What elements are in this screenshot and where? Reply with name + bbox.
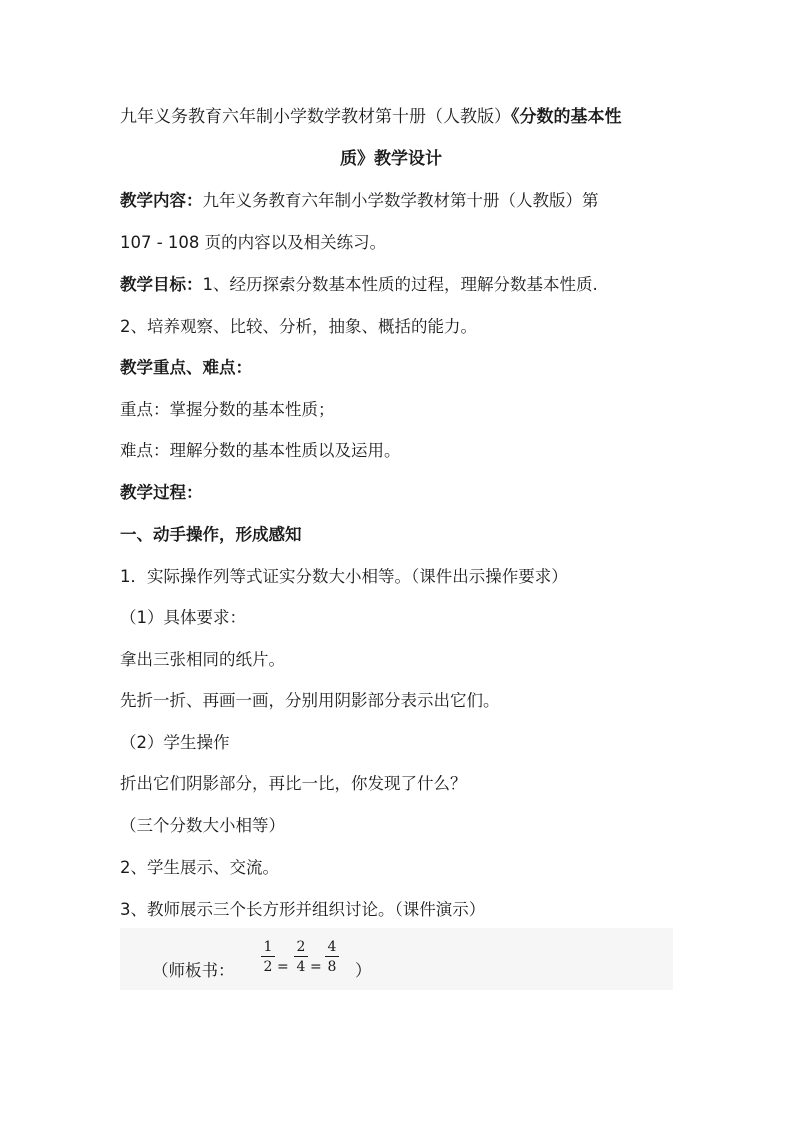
- fraction-2-denominator: 4: [296, 959, 306, 975]
- section-heading-1: 一、动手操作，形成感知: [120, 525, 302, 544]
- fraction-3-numerator: 4: [327, 939, 337, 955]
- title-bold-part: 《分数的基本性: [511, 107, 622, 127]
- document-title-line1: [120, 106, 622, 128]
- step-1: 1．实际操作列等式证实分数大小相等。（课件出示操作要求）: [120, 567, 568, 586]
- fraction-3: [325, 939, 339, 975]
- fraction-1-numerator: 1: [263, 939, 273, 955]
- sub-step-1-b: 先折一折、再画一画，分别用阴影部分表示出它们。: [120, 691, 500, 710]
- process-heading: 教学过程：: [120, 483, 203, 502]
- fraction-1-denominator: 2: [263, 959, 273, 975]
- goals-item2: 2、培养观察、比较、分析，抽象、概括的能力。: [120, 317, 477, 336]
- sub-step-1: （1）具体要求：: [120, 608, 246, 627]
- title-prefix: 九年义务教育六年制小学数学教材第十册（人教版）: [120, 107, 511, 127]
- sub-step-2: （2）学生操作: [120, 733, 230, 752]
- fraction-2-bar: [294, 956, 308, 957]
- sub-step-2-a: 折出它们阴影部分，再比一比，你发现了什么？: [120, 774, 467, 793]
- board-close-paren: ）: [355, 961, 372, 980]
- key-point: 重点：掌握分数的基本性质；: [120, 400, 335, 419]
- goals-item1: 1、经历探索分数基本性质的过程，理解分数基本性质.: [202, 275, 598, 294]
- content-line2: 107 - 108 页的内容以及相关练习。: [120, 233, 387, 252]
- step-3: 3、教师展示三个长方形并组织讨论。（课件演示）: [120, 900, 486, 919]
- difficulty-point: 难点：理解分数的基本性质以及运用。: [120, 441, 401, 460]
- sub-step-2-b: （三个分数大小相等）: [120, 816, 285, 835]
- fraction-1-bar: [261, 956, 275, 957]
- goals-line1: [120, 274, 598, 296]
- key-points-heading: 教学重点、难点：: [120, 358, 252, 377]
- content-text1: 九年义务教育六年制小学数学教材第十册（人教版）第: [202, 191, 599, 210]
- sub-step-1-a: 拿出三张相同的纸片。: [120, 650, 285, 669]
- content-label: 教学内容：: [120, 191, 203, 210]
- board-label: （师板书：: [152, 961, 235, 980]
- goals-label: 教学目标：: [120, 275, 203, 294]
- document-title-line2: 质》教学设计: [340, 149, 442, 169]
- fraction-1: [261, 939, 275, 975]
- fraction-3-denominator: 8: [327, 959, 337, 975]
- equals-sign-2: =: [310, 959, 322, 975]
- equals-sign-1: =: [277, 959, 289, 975]
- fraction-2-numerator: 2: [296, 939, 306, 955]
- fraction-3-bar: [325, 956, 339, 957]
- content-line1: [120, 190, 599, 212]
- fraction-2: [294, 939, 308, 975]
- step-2: 2、学生展示、交流。: [120, 858, 279, 877]
